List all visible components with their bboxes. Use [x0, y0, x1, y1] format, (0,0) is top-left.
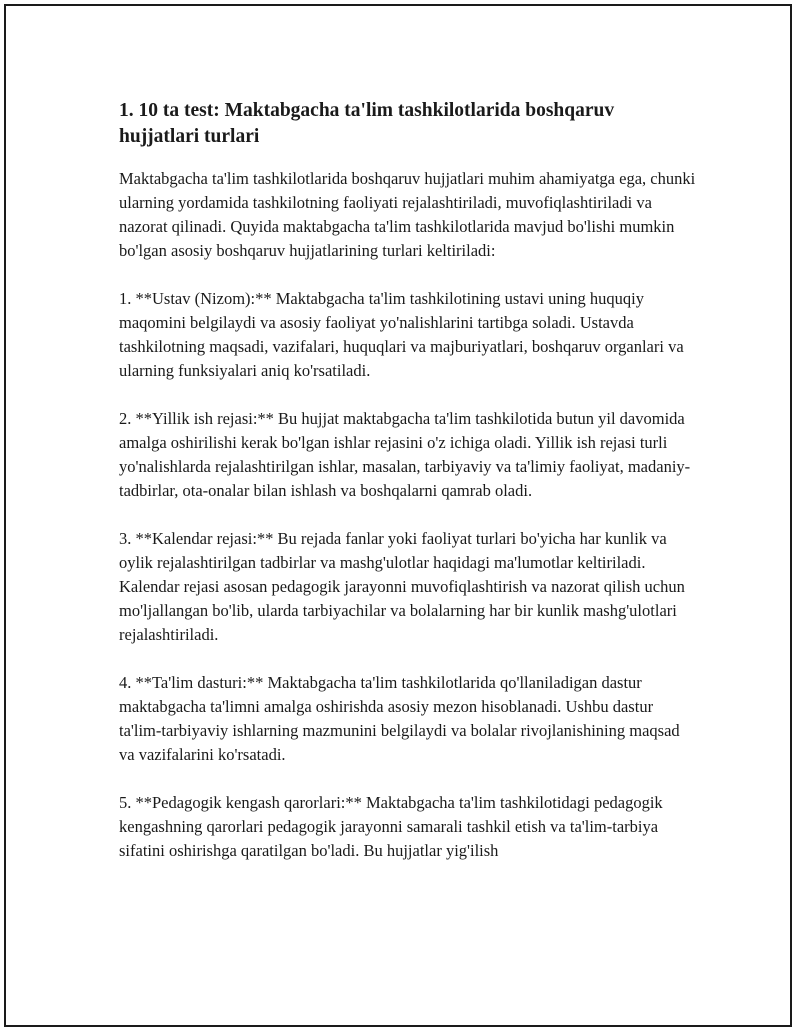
document-body — [119, 98, 699, 887]
document-page — [4, 4, 792, 1027]
paragraph-talim-dasturi: 4. **Ta'lim dasturi:** Maktabgacha ta'lim tashkilotlarida qo'llaniladigan dastur maktabgacha ta'limni amalga oshirishda asosiy mezon hisoblanadi. Ushbu dastur ta'lim-tarbiyaviy ishlarning mazmunini belgilaydi va bolalar rivojlanishining maqsad va vazifalarini ko'rsatadi. — [119, 673, 680, 764]
paragraph-kalendar-rejasi: 3. **Kalendar rejasi:** Bu rejada fanlar yoki faoliyat turlari bo'yicha har kunlik va oylik rejalashtirilgan tadbirlar va mashg'ulotlar haqidagi ma'lumotlar keltiriladi. Kalendar rejasi asosan pedagogik jarayonni muvofiqlashtirish va nazorat qilish uchun mo'ljallangan bo'lib, ularda tarbiyachilar va bolalarning har bir kunlik mashg'ulotlari rejalashtiriladi. — [119, 529, 685, 644]
paragraph-ustav: 1. **Ustav (Nizom):** Maktabgacha ta'lim tashkilotining ustavi uning huquqiy maqomini belgilaydi va asosiy faoliyat yo'nalishlarini tartibga soladi. Ustavda tashkilotning maqsadi, vazifalari, huquqlari va majburiyatlari, boshqaruv organlari va ularning funksiyalari aniq ko'rsatiladi. — [119, 289, 684, 380]
intro-paragraph: Maktabgacha ta'lim tashkilotlarida boshqaruv hujjatlari muhim ahamiyatga ega, chunki ularning yordamida tashkilotning faoliyati rejalashtiriladi, muvofiqlashtiriladi va nazorat qilinadi. Quyida maktabgacha ta'lim tashkilotlarida mavjud bo'lishi mumkin bo'lgan asosiy boshqaruv hujjatlarining turlari keltiriladi: — [119, 169, 696, 260]
paragraph-pedagogik-kengash: 5. **Pedagogik kengash qarorlari:** Maktabgacha ta'lim tashkilotidagi pedagogik kengashning qarorlari pedagogik jarayonni samarali tashkil etish va ta'lim-tarbiya sifatini oshirishga qaratilgan bo'ladi. Bu hujjatlar yig'ilish — [119, 793, 663, 860]
paragraph-yillik-ish-rejasi: 2. **Yillik ish rejasi:** Bu hujjat maktabgacha ta'lim tashkilotida butun yil davomida amalga oshirilishi kerak bo'lgan ishlar rejasini o'z ichiga oladi. Yillik ish rejasi turli yo'nalishlarda rejalashtirilgan ishlar, masalan, tarbiyaviy va ta'limiy faoliyat, madaniy-tadbirlar, ota-onalar bilan ishlash va boshqalarni qamrab oladi. — [119, 409, 691, 500]
document-title: 1. 10 ta test: Maktabgacha ta'lim tashkilotlarida boshqaruv hujjatlari turlari — [119, 100, 615, 147]
